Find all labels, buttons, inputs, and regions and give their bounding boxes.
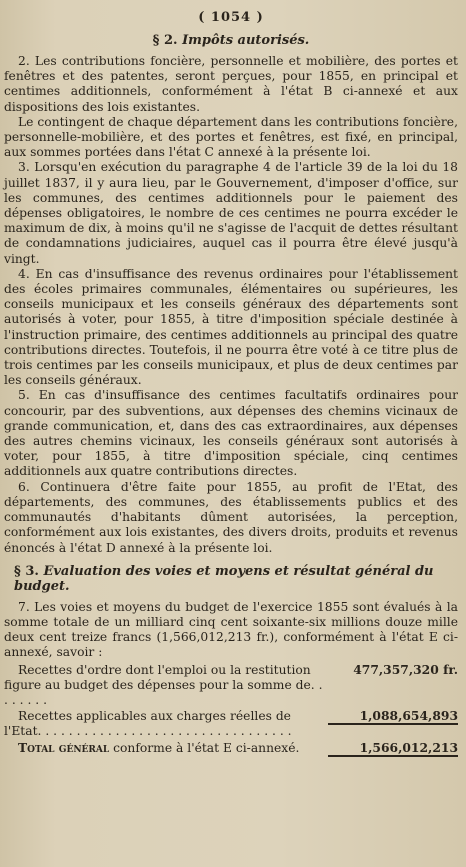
ledger-row-label: Recettes applicables aux charges réelles de l'Etat. . . . . . . . . . . . . . . . . . . . . . . . . . . . . . . . . xyxy=(4,709,292,739)
total-rest: conforme à l'état E ci-annexé. xyxy=(109,740,300,755)
section-2-title: Impôts autorisés. xyxy=(182,33,310,48)
ledger-row-label: Recettes d'ordre dont l'emploi ou la restitution figure au budget des dépenses pour la somme de. . . . . . . . xyxy=(4,662,323,707)
ledger-row-amount: 1,088,654,893 xyxy=(328,708,458,725)
ledger-total-amount: 1,566,012,213 xyxy=(328,740,458,757)
section-2-heading xyxy=(4,33,458,48)
ledger-total-label xyxy=(4,740,328,756)
section-3-mark: § 3. xyxy=(14,563,39,579)
total-caps: Total général xyxy=(18,739,110,755)
paragraph-3: 3. Lorsqu'en exécution du paragraphe 4 de l'article 39 de la loi du 18 juillet 1837, il y aura lieu, par le Gouvernement, d'imposer d'office, sur les communes, des centimes additionnels pour le paiement des dépenses obligatoires, le nombre de ces centimes ne pourra excéder le maximum de dix, à moins qu'il ne s'agisse de l'acquit de dettes résultant de condamnations judiciaires, auquel cas il pourra être élevé jusqu'à vingt. xyxy=(4,160,458,266)
section-3-heading xyxy=(4,564,458,594)
ledger-row-amount: 477,357,320 fr. xyxy=(353,661,458,677)
page-number: ( 1054 ) xyxy=(198,10,264,25)
section-2-mark: § 2. xyxy=(152,33,178,48)
paragraph-4: 4. En cas d'insuffisance des revenus ordinaires pour l'établissement des écoles primaires communales, élémentaires ou supérieures, les conseils municipaux et les conseils généraux des départements sont autorisés à voter, pour 1855, à titre d'imposition spéciale destinée à l'instruction primaire, des centimes additionnels au principal des quatre contributions directes. Toutefois, il ne pourra être voté à ce titre plus de trois centimes par les conseils municipaux, et plus de deux centimes par les conseils généraux. xyxy=(4,266,458,388)
paragraph-7: 7. Les voies et moyens du budget de l'exercice 1855 sont évalués à la somme totale de un milliard cinq cent soixante-six millions douze mille deux cent treize francs (1,566,012,213 fr.), conformément à l'état E ci-annexé, savoir : xyxy=(4,599,458,660)
paragraph-5: 5. En cas d'insuffisance des centimes facultatifs ordinaires pour concourir, par des subventions, aux dépenses des chemins vicinaux de grande communication, et, dans des cas extraordinaires, aux dépenses des autres chemins vicinaux, les conseils généraux sont autorisés à voter, pour 1855, à titre d'imposition spéciale, cinq centimes additionnels aux quatre contributions directes. xyxy=(4,388,458,479)
ledger-row-recettes-ordre xyxy=(4,662,458,709)
ledger-row-recettes-applicables xyxy=(4,708,458,739)
paragraph-2: 2. Les contributions foncière, personnelle et mobilière, des portes et fenêtres et des patentes, seront perçues, pour 1855, en principal et centimes additionnels, conformément à l'état B ci-annexé et aux dispositions des lois existantes. xyxy=(4,54,458,114)
section-3-title: Evaluation des voies et moyens et résultat général du budget. xyxy=(14,563,434,594)
paragraph-2-contingent: Le contingent de chaque département dans les contributions foncière, personnelle-mobilière, et des portes et fenêtres, est fixé, en principal, aux sommes portées dans l'état C annexé à la présente loi. xyxy=(4,114,458,160)
ledger-total-row xyxy=(4,740,458,757)
paragraph-6: 6. Continuera d'être faite pour 1855, au profit de l'Etat, des départements, des communes, des établissements publics et des communautés d'habitants dûment autorisées, la perception, conformément aux lois existantes, des divers droits, produits et revenus énoncés à l'état D annexé à la présente loi. xyxy=(4,479,458,555)
budget-ledger xyxy=(4,662,458,757)
